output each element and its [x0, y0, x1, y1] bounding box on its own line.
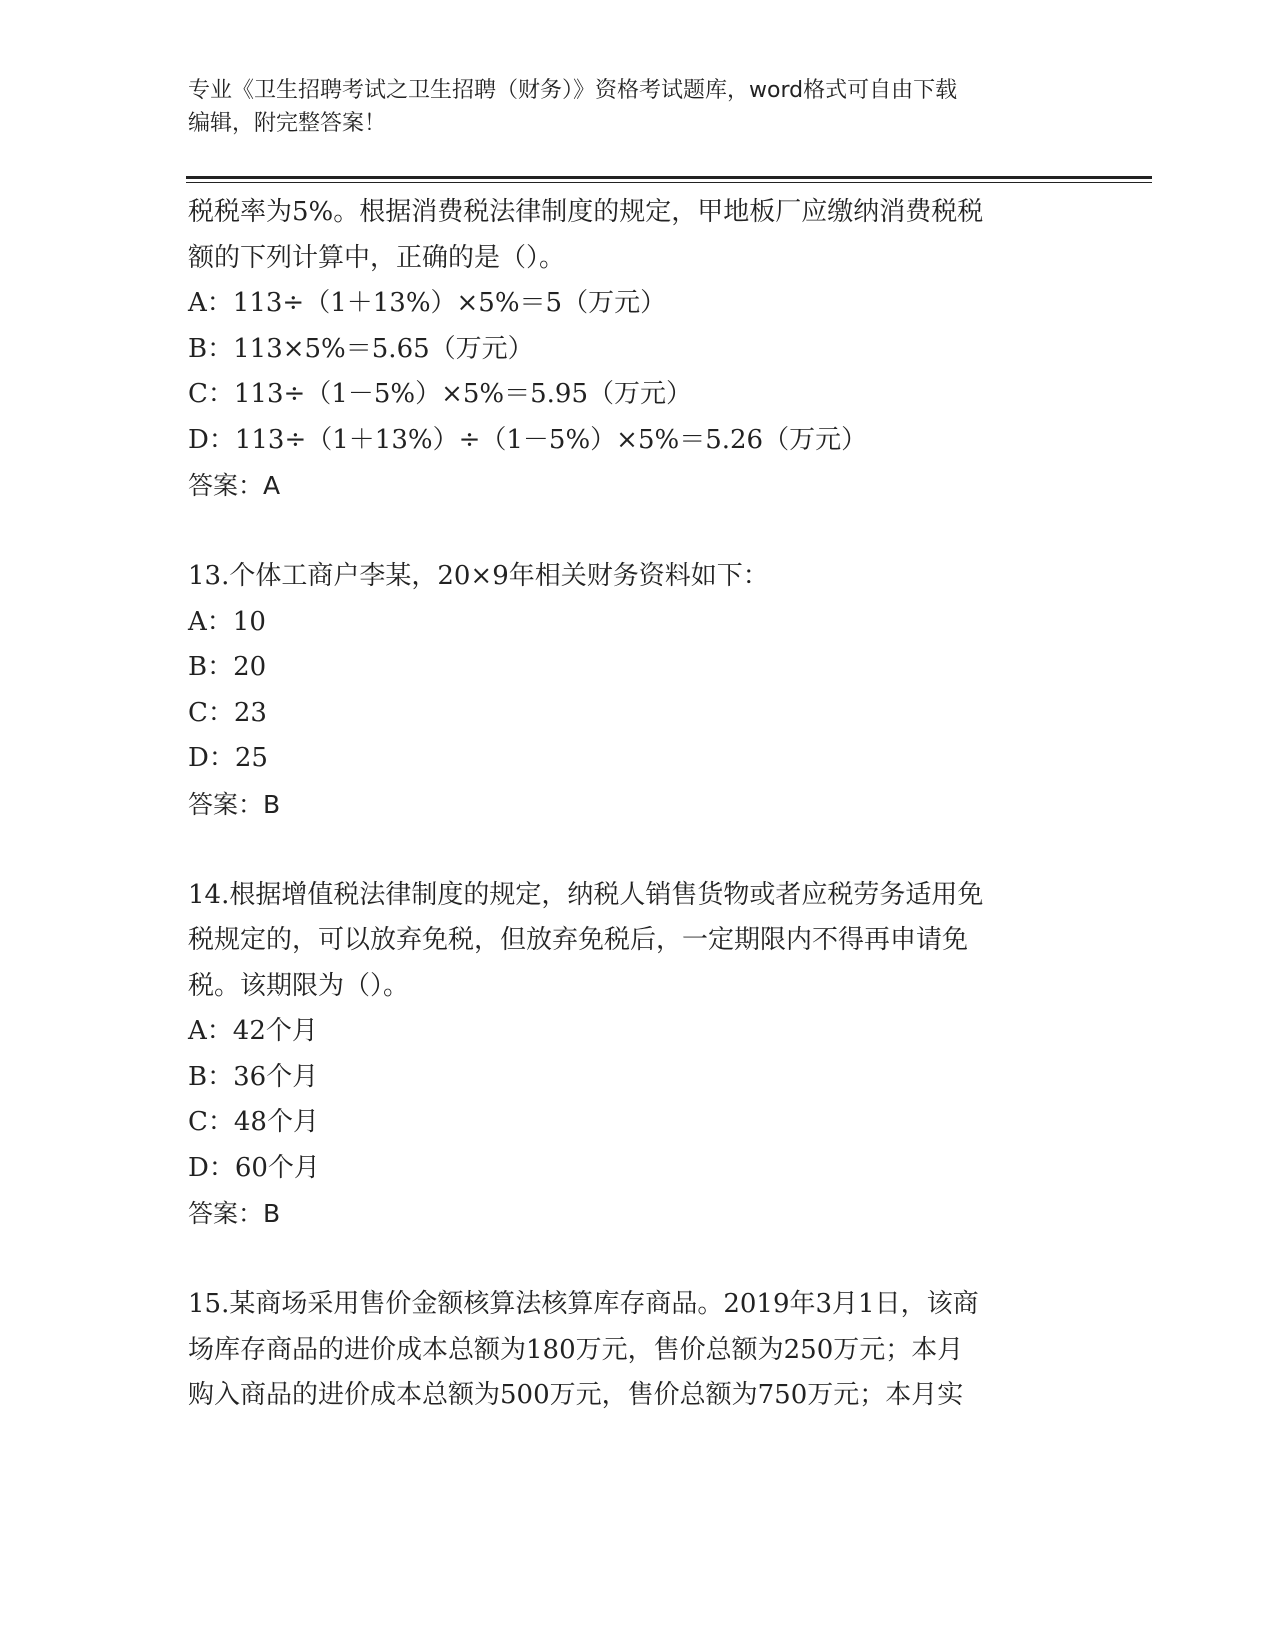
option-c: C：113÷（1－5%）×5%＝5.95（万元） [188, 379, 693, 409]
question-stem-line: 场库存商品的进价成本总额为180万元，售价总额为250万元；本月 [188, 1334, 964, 1365]
spacer [188, 509, 1088, 555]
spacer [188, 1237, 1088, 1283]
question-stem-line: 税规定的，可以放弃免税，但放弃免税后，一定期限内不得再申请免 [188, 925, 969, 955]
question-15 [188, 1282, 1088, 1419]
option-a: A：113÷（1＋13%）×5%＝5（万元） [188, 288, 667, 318]
question-stem-line: 购入商品的进价成本总额为500万元，售价总额为750万元；本月实 [188, 1380, 964, 1410]
option-c: C：23 [188, 697, 267, 728]
question-stem-line: 14.根据增值税法律制度的规定，纳税人销售货物或者应税劳务适用免 [188, 879, 984, 910]
answer-line: 答案：B [188, 789, 281, 819]
option-a: A：10 [188, 606, 266, 637]
header-line-1: 专业《卫生招聘考试之卫生招聘（财务）》资格考试题库，word格式可自由下载 [188, 78, 958, 103]
question-stem-line: 额的下列计算中，正确的是（）。 [188, 242, 566, 273]
header-divider-thick [186, 176, 1152, 179]
option-b: B：113×5%＝5.65（万元） [188, 333, 534, 364]
question-12 [188, 190, 1088, 509]
option-d: D：25 [188, 743, 268, 773]
answer-line: 答案：B [188, 1199, 281, 1228]
question-stem-line: 税。该期限为（）。 [188, 970, 410, 1001]
document-header [188, 74, 1088, 140]
question-stem-line: 税税率为5%。根据消费税法律制度的规定，甲地板厂应缴纳消费税税 [188, 197, 984, 227]
header-divider-thin [186, 182, 1152, 183]
option-c: C：48个月 [188, 1107, 319, 1137]
option-b: B：36个月 [188, 1061, 319, 1092]
option-b: B：20 [188, 652, 267, 682]
question-list [188, 190, 1088, 1419]
option-d: D：113÷（1＋13%）÷（1－5%）×5%＝5.26（万元） [188, 424, 868, 455]
spacer [188, 827, 1088, 873]
option-a: A：42个月 [188, 1016, 318, 1046]
answer-line: 答案：A [188, 471, 281, 500]
question-stem-line: 13.个体工商户李某，20×9年相关财务资料如下： [188, 561, 769, 591]
option-d: D：60个月 [188, 1152, 320, 1183]
header-line-2: 编辑，附完整答案！ [188, 111, 387, 136]
question-stem-line: 15.某商场采用售价金额核算法核算库存商品。2019年3月1日，该商 [188, 1289, 979, 1319]
question-13 [188, 554, 1088, 827]
question-14 [188, 873, 1088, 1237]
